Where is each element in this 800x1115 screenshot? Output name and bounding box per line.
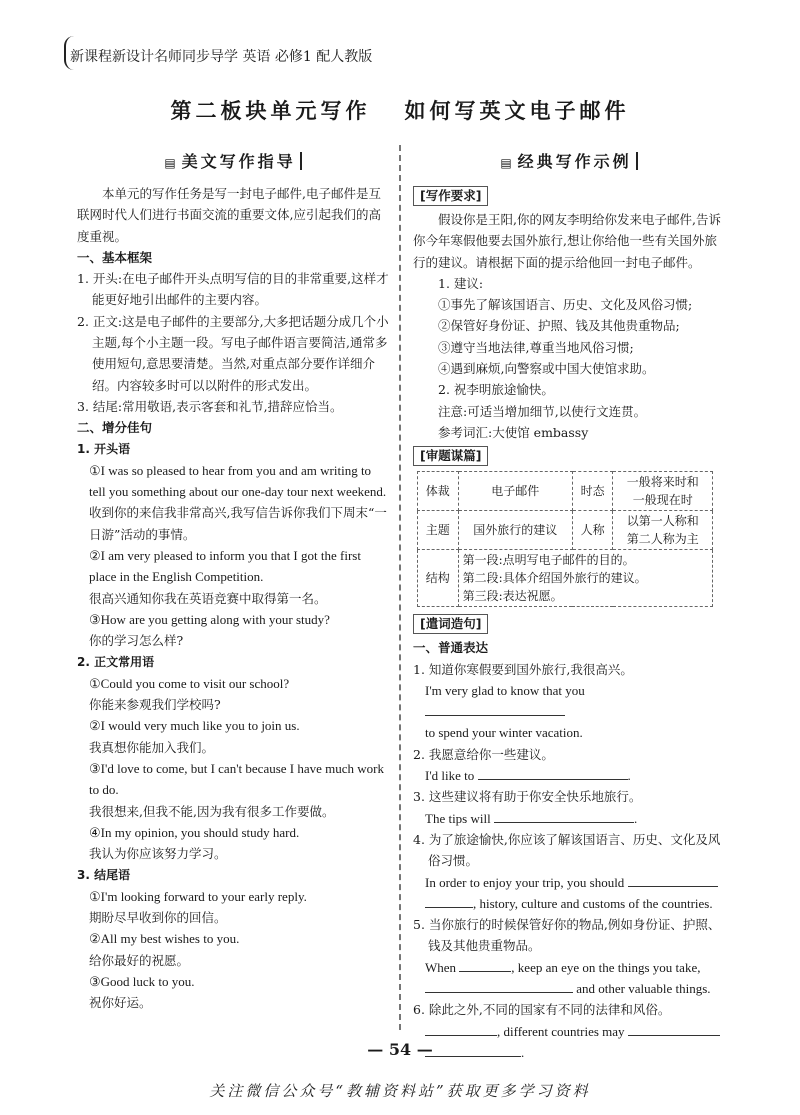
table-cell: 一般将来时和 一般现在时 [613,472,713,511]
exercise-en: The tips will . [425,810,638,826]
table-cell: 以第一人称和 第二人称为主 [613,511,713,550]
exercise-zh: 2. 我愿意给你一些建议。 [413,746,554,762]
column-divider [399,145,401,1030]
title-part1: 第二板块单元写作 [170,98,371,123]
answer-blank[interactable] [494,822,634,823]
table-row [418,511,713,550]
phrase-zh: 祝你好运。 [89,995,152,1011]
suggestion-item: ②保管好身份证、护照、钱及其他贵重物品; [438,318,680,334]
footer-note: 关注微信公众号“教辅资料站”获取更多学习资料 [209,1082,591,1100]
exercise-zh: 1. 知道你寒假要到国外旅行,我很高兴。 [413,661,633,677]
phrase-en: ④In my opinion, you should study hard. [89,824,300,840]
exercise-zh: 5. 当你旅行的时候保管好你的物品,例如身份证、护照、钱及其他贵重物品。 [413,917,721,954]
phrase-en: ②All my best wishes to you. [89,931,240,947]
framework-item: 1. 开头:在电子邮件开头点明写信的目的非常重要,这样才能更好地引出邮件的主要内容。 [77,271,389,308]
phrase-zh: 我认为你应该努力学习。 [89,846,227,862]
answer-blank[interactable] [478,779,628,780]
document-icon: ▤ [500,156,515,170]
framework-item: 3. 结尾:常用敬语,表示客套和礼节,措辞应恰当。 [77,398,343,414]
exercise-en: , different countries may [413,1021,725,1042]
suggestion-item: ④遇到麻烦,向警察或中国大使馆求助。 [438,361,655,377]
body-heading: 2. 正文常用语 [77,654,155,669]
note-text: 注意:可适当增加细节,以使行文连贯。 [438,403,647,419]
table-cell: 电子邮件 [458,472,572,511]
left-column [77,150,389,1014]
suggestion-item: ③遵守当地法律,尊重当地风俗习惯; [438,339,634,355]
book-header: 新课程新设计名师同步导学 英语 必修1 配人教版 [70,49,373,65]
phrase-zh: 你能来参观我们学校吗? [89,697,221,713]
table-cell: 体裁 [418,472,459,511]
page-title [0,95,800,125]
phrases-heading: 二、增分佳句 [77,420,153,436]
phrase-zh: 收到你的来信我非常高兴,我写信告诉你我们下周末“一日游”活动的事情。 [89,505,387,542]
framework-item: 2. 正文:这是电子邮件的主要部分,大多把话题分成几个小主题,每个小主题一段。写电子邮件语言要简洁,通常多使用短句,意思要清楚。当然,对重点部分要作详细介绍。内容较多时可以以附件的形式发出。 [77,313,389,393]
answer-blank[interactable] [628,1035,720,1036]
ending-heading: 3. 结尾语 [77,867,131,882]
table-cell: 第一段:点明写电子邮件的目的。 第二段:具体介绍国外旅行的建议。 第三段:表达祝愿。 [458,550,712,607]
point-2: 2. 祝李明旅途愉快。 [438,382,554,398]
page-number: — 54 — [367,1040,433,1059]
analysis-table [417,471,713,607]
document-icon: ▤ [164,156,179,170]
points-label: 1. 建议: [438,275,484,291]
vocab-text: 参考词汇:大使馆 embassy [438,424,589,440]
phrase-en: ①I'm looking forward to your early reply. [89,888,307,904]
phrase-zh: 你的学习怎么样? [89,633,184,649]
exercise-en: , history, culture and customs of the countries. [413,893,725,914]
exercise-en: I'm very glad to know that you [413,680,725,723]
exercise-en: I'd like to . [425,768,631,784]
phrase-zh: 我很想来,但我不能,因为我有很多工作要做。 [89,803,335,819]
answer-blank[interactable] [425,907,473,908]
exercise-zh: 4. 为了旅途愉快,你应该了解该国语言、历史、文化及风俗习惯。 [413,831,721,869]
phrase-zh: 很高兴通知你我在英语竞赛中取得第一名。 [89,590,327,606]
phrase-zh: 我真想你能加入我们。 [89,739,215,755]
phrase-en: ①Could you come to visit our school? [89,675,290,691]
table-row [418,472,713,511]
phrase-en: ③I'd love to come, but I can't because I have much work to do. [89,761,385,798]
phrase-en: ①I was so pleased to hear from you and am writing to tell you something about our one-day tour next weekend. [89,462,387,500]
intro-paragraph: 本单元的写作任务是写一封电子邮件,电子邮件是互联网时代人们进行书面交流的重要文体,应引起我们的高度重视。 [77,186,381,244]
answer-blank[interactable] [628,886,718,887]
exercise-en: When , keep an eye on the things you take, [425,959,701,975]
right-column [413,150,725,1063]
exercise-en: In order to enjoy your trip, you should [413,872,725,893]
answer-blank[interactable] [425,715,565,716]
left-section-title: ▤ 美文写作指导 [77,150,389,175]
requirement-tag: [写作要求] [413,186,488,206]
opening-heading: 1. 开头语 [77,441,131,456]
table-cell: 人称 [572,511,613,550]
common-heading: 一、普通表达 [413,640,489,656]
suggestion-item: ①事先了解该国语言、历史、文化及风俗习惯; [438,297,693,313]
exercise-en: to spend your winter vacation. [425,725,583,741]
answer-blank[interactable] [425,1035,497,1036]
right-section-title: ▤ 经典写作示例 [413,150,725,175]
table-cell: 时态 [572,472,613,511]
table-cell: 主题 [418,511,459,550]
title-part2: 如何写英文电子邮件 [404,98,630,123]
analysis-tag: [审题谋篇] [413,446,488,466]
answer-blank[interactable] [459,971,511,972]
table-cell: 国外旅行的建议 [458,511,572,550]
answer-blank[interactable] [425,992,573,993]
phrase-en: ②I would very much like you to join us. [89,718,300,734]
requirement-text: 假设你是王阳,你的网友李明给你发来电子邮件,告诉你今年寒假他要去国外旅行,想让你给他一些有关国外旅行的建议。请根据下面的提示给他回一封电子邮件。 [413,212,721,270]
table-cell: 结构 [418,550,459,607]
table-row [418,550,713,607]
framework-heading: 一、基本框架 [77,249,153,265]
phrase-zh: 给你最好的祝愿。 [89,952,190,968]
phrase-zh: 期盼尽早收到你的回信。 [89,910,227,926]
phrase-en: ③How are you getting along with your study? [89,611,330,627]
exercise-zh: 6. 除此之外,不同的国家有不同的法律和风俗。 [413,1002,671,1018]
phrase-en: ③Good luck to you. [89,973,195,989]
exercise-zh: 3. 这些建议将有助于你安全快乐地旅行。 [413,789,642,805]
exercise-en: and other valuable things. [413,978,725,999]
words-tag: [遣词造句] [413,614,488,634]
phrase-en: ②I am very pleased to inform you that I got the first place in the English Competition. [89,548,361,585]
exercise-en: . [413,1042,725,1063]
